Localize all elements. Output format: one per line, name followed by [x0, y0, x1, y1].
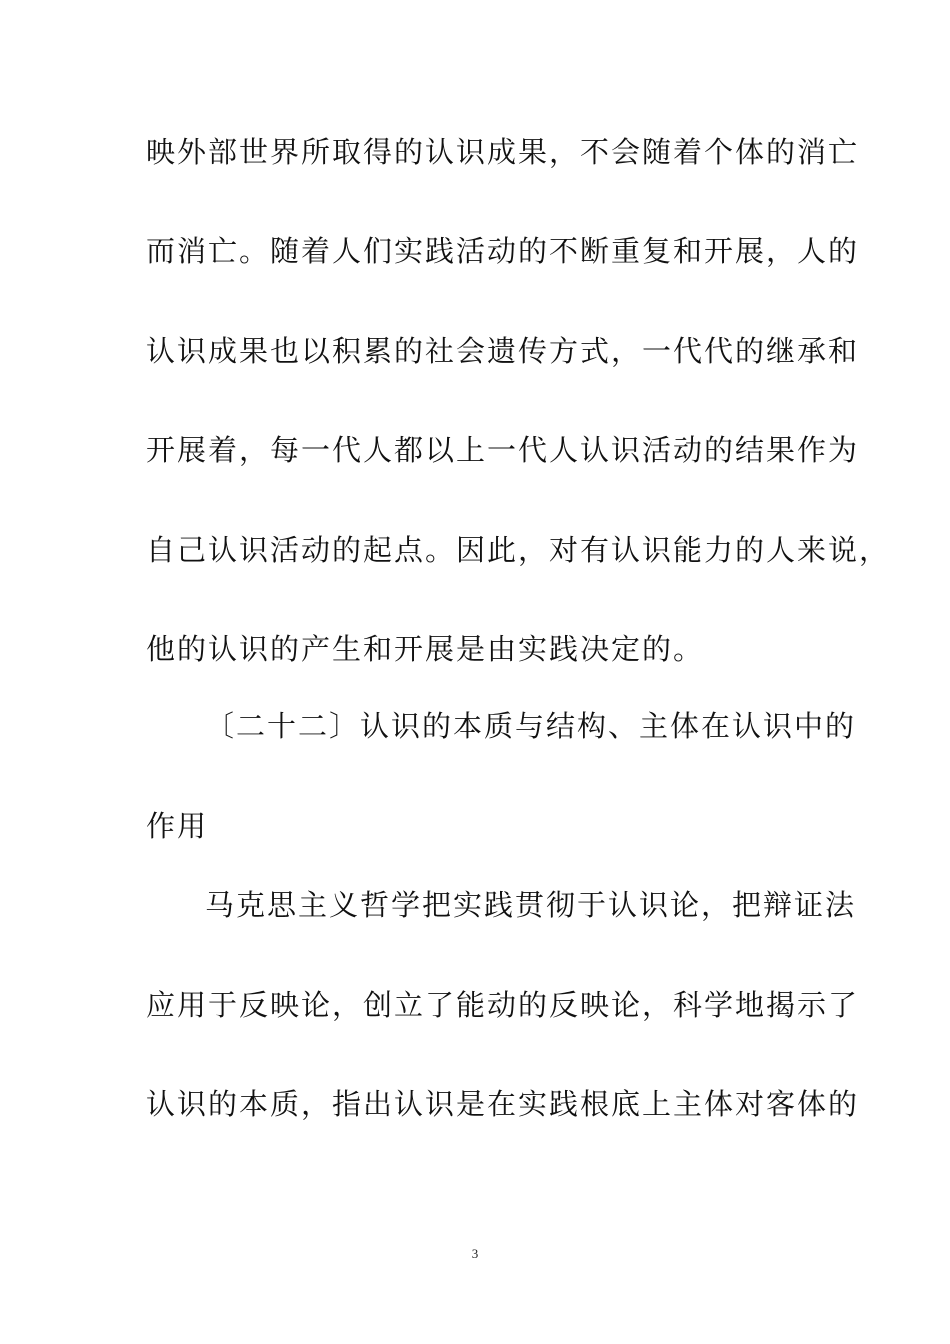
- text-line-2: 而消亡。随着人们实践活动的不断重复和开展，人的: [146, 234, 860, 268]
- text-line-9: 马克思主义哲学把实践贯彻于认识论，把辩证法: [205, 888, 857, 922]
- page-number: 3: [471, 1246, 479, 1261]
- text-line-11: 认识的本质，指出认识是在实践根底上主体对客体的: [146, 1087, 860, 1121]
- text-line-3: 认识成果也以积累的社会遗传方式，一代代的继承和: [146, 334, 860, 368]
- section-heading-line-2: 作用: [146, 809, 209, 843]
- text-line-4: 开展着，每一代人都以上一代人认识活动的结果作为: [146, 433, 860, 467]
- text-line-10: 应用于反映论，创立了能动的反映论，科学地揭示了: [146, 988, 860, 1022]
- text-line-6: 他的认识的产生和开展是由实践决定的。: [146, 632, 705, 666]
- text-line-1: 映外部世界所取得的认识成果，不会随着个体的消亡: [146, 135, 860, 169]
- text-line-5: 自己认识活动的起点。因此，对有认识能力的人来说，: [146, 533, 891, 567]
- section-heading-line-1: 〔二十二〕认识的本质与结构、主体在认识中的: [205, 709, 857, 743]
